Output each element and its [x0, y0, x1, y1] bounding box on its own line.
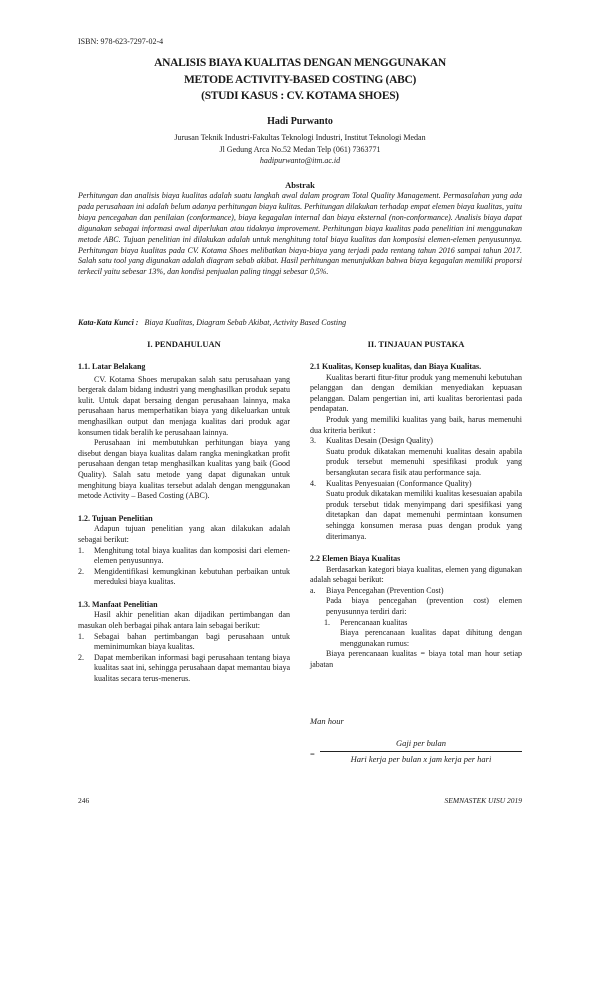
- subsection-1-2-title: 1.2. Tujuan Penelitian: [78, 513, 153, 523]
- paper-title: [78, 55, 522, 105]
- list-item: [78, 632, 290, 653]
- list-item: [78, 653, 290, 685]
- abstract-text: Perhitungan dan analisis biaya kualitas adalah suatu langkah awal dalam program Total Quality Management. Permasalahan yang ada pada perusahaan ini adalah belum adanya perhitungan biaya kulitas. Perhitungan dilakukan terhadap empat elemen biaya kualitas, yaitu biaya pencegahan dan penilaian (conformance), biaya kegagalan internal dan biaya eksternal (non-conformance). Analisis biaya dapat digunakan sebagai informasi awal diperlukan atau tidaknya improvement. Perhitungan biaya kualitas pada penelitian ini menggunakan metode ABC. Tujuan penelitian ini dilakukan adalah untuk menghitung total biaya kualitas dan komposisi elemen-elemen penyusunnya. Perhitungan biaya kualitas pada CV. Kotama Shoes melibatkan biaya-biaya yang terjadi pada rentang tahun 2016 sampai tahun 2017. Salah satu tool yang digunakan adalah diagram sebab akibat. Hasil perhitungan menunjukkan bahwa biaya kegagalan memiliki proporsi terkecil yaitu sebesar 13%, dan kondisi penjualan paling tinggi sebesar 0,5%.: [78, 191, 522, 277]
- list-item-body: [310, 596, 522, 617]
- right-column-body: [310, 362, 522, 671]
- section-2-title-wrap: [310, 339, 522, 350]
- subsection-1-3-title: 1.3. Manfaat Penelitian: [78, 599, 158, 609]
- formula-numerator: Gaji per bulan: [395, 738, 447, 748]
- list-number: 1.: [324, 617, 330, 627]
- list-text: Dapat memberikan informasi bagi perusahaan tentang biaya kualitas saat ini, sehingga perusahaan dapat memantau biaya kualitas secara terus-menerus.: [94, 652, 290, 684]
- list-number: 4.: [310, 478, 316, 488]
- list-number: 1.: [78, 545, 84, 555]
- list-item: [78, 567, 290, 588]
- title-line-2: METODE ACTIVITY-BASED COSTING (ABC): [183, 73, 416, 86]
- paragraph-1-2-intro: Adapun tujuan penelitian yang akan dilakukan adalah sebagai berikut:: [78, 524, 290, 544]
- affiliation: Jurusan Teknik Industri-Fakultas Teknologi Industri, Institut Teknologi Medan: [174, 133, 426, 142]
- list-item: [310, 586, 522, 597]
- paragraph-2-2-intro: Berdasarkan kategori biaya kualitas, elemen yang digunakan adalah sebagai berikut:: [310, 564, 522, 585]
- list-heading: Kualitas Penyesuaian (Conformance Quality): [326, 478, 472, 488]
- list-heading: Kualitas Desain (Design Quality): [326, 436, 433, 446]
- list-heading: Perencanaan kualitas: [340, 617, 408, 627]
- keywords-label: Kata-Kata Kunci :: [78, 318, 139, 327]
- list-text: Suatu produk dikatakan memenuhi kualitas desain apabila produk tersebut memenuhi spesifikasi produk yang bersangkutan secara fisik atau performance saja.: [326, 446, 522, 477]
- section-1-title: I. PENDAHULUAN: [147, 339, 221, 349]
- list-text: Menghitung total biaya kualitas dan komposisi dari elemen-elemen penyusunnya.: [94, 545, 290, 566]
- paragraph-1-1-a: CV. Kotama Shoes merupakan salah satu perusahaan yang bergerak dalam bidang industri yang menghasilkan produk sepatu kulit. Untuk dapat bersaing dengan perusahaan lainnya, maka perusahaan harus memperhatikan biaya yang dikeluarkan untuk menghasilkan output dan menjaga kualitas dari produk agar konsumen tidak beralih ke perusahaan lainnya.: [78, 374, 290, 437]
- list-text: Suatu produk dikatakan memiliki kualitas kesesuaian apabila produk tersebut tidak menyimpang dari spesifikasi yang ditetapkan dan dapat memenuhi permintaan konsumen sehingga konsumen merasa puas dengan produk yang diterimanya.: [326, 489, 522, 541]
- conference-name: SEMNASTEK UISU 2019: [444, 796, 522, 805]
- list-heading: Biaya Pencegahan (Prevention Cost): [326, 585, 444, 595]
- page-number: 246: [78, 796, 90, 805]
- list-text: Mengidentifikasi kemungkinan kebutuhan perbaikan untuk mereduksi biaya kualitas.: [94, 566, 290, 587]
- abstract-heading: Abstrak: [285, 180, 315, 190]
- list-item: [78, 546, 290, 567]
- keywords: [78, 318, 522, 327]
- formula: [310, 716, 522, 764]
- keywords-text: Biaya Kualitas, Diagram Sebab Akibat, Activity Based Costing: [144, 318, 347, 327]
- author-affiliation-block: [78, 132, 522, 167]
- list-number: 3.: [310, 436, 316, 446]
- list-letter: a.: [310, 585, 316, 595]
- section-1-title-wrap: [78, 339, 290, 350]
- isbn: ISBN: 978-623-7297-02-4: [78, 37, 164, 46]
- list-text: Biaya perencanaan kualitas dapat dihitung dengan menggunakan rumus:: [340, 628, 522, 648]
- subsection-2-2-title: 2.2 Elemen Biaya Kualitas: [310, 554, 401, 564]
- formula-denominator: Hari kerja per bulan x jam kerja per hari: [350, 754, 492, 764]
- left-column-body: [78, 362, 290, 685]
- title-line-1: ANALISIS BIAYA KUALITAS DENGAN MENGGUNAKAN: [154, 57, 446, 69]
- nested-list-item: [310, 618, 522, 629]
- address: Jl Gedung Arca No.52 Medan Telp (061) 7363771: [219, 144, 381, 154]
- list-number: 2.: [78, 566, 84, 576]
- paragraph-1-3-intro: Hasil akhir penelitian akan dijadikan pertimbangan dan masukan oleh berbagai pihak antara lain sebagai berikut:: [78, 610, 290, 631]
- list-item-body: [310, 447, 522, 479]
- nested-list-body: [310, 628, 522, 649]
- formula-fraction: [310, 738, 522, 768]
- paragraph-1-1-b: Perusahaan ini membutuhkan perhitungan biaya yang disebut dengan biaya kualitas dalam rangka meningkatkan profit perusahaan dengan tetap menghasilkan kualitas yang baik (Good Quality). Salah satu metode yang dapat digunakan untuk menghitung biaya kualitas tersebut adalah dengan menggunakan metode Activity – Based Costing (ABC).: [78, 438, 290, 501]
- paragraph-2-1-b: Produk yang memiliki kualitas yang baik, harus memenuhi dua kriteria berikut :: [310, 414, 522, 435]
- list-item-body: [310, 489, 522, 542]
- section-2-title: II. TINJAUAN PUSTAKA: [367, 339, 465, 349]
- email-link[interactable]: hadipurwanto@itm.ac.id: [259, 156, 341, 165]
- list-number: 1.: [78, 631, 84, 641]
- list-item: [310, 436, 522, 447]
- subsection-1-1-title: 1.1. Latar Belakang: [78, 362, 146, 371]
- fraction-bar: [320, 751, 522, 752]
- man-hour-sentence: Biaya perencanaan kualitas = biaya total man hour setiap jabatan: [310, 649, 522, 670]
- formula-equals: =: [310, 749, 315, 759]
- list-text: Pada biaya pencegahan (prevention cost) elemen penyusunnya terdiri dari:: [326, 596, 522, 617]
- formula-lhs: Man hour: [310, 716, 344, 726]
- subsection-2-1-title: 2.1 Kualitas, Konsep kualitas, dan Biaya Kualitas.: [310, 362, 482, 371]
- list-item: [310, 479, 522, 490]
- paragraph-2-1-a: Kualitas berarti fitur-fitur produk yang memenuhi kebutuhan pelanggan dan dengan demikian menyediakan kepuasan pelanggan. Dalam pengertian ini, arti kualitas berorientasi pada pendapatan.: [310, 372, 522, 414]
- author-name: Hadi Purwanto: [267, 116, 333, 127]
- title-line-3: (STUDI KASUS : CV. KOTAMA SHOES): [201, 90, 399, 102]
- list-number: 2.: [78, 652, 84, 662]
- list-text: Sebagai bahan pertimbangan bagi perusahaan untuk meminimumkan biaya kualitas.: [94, 631, 290, 652]
